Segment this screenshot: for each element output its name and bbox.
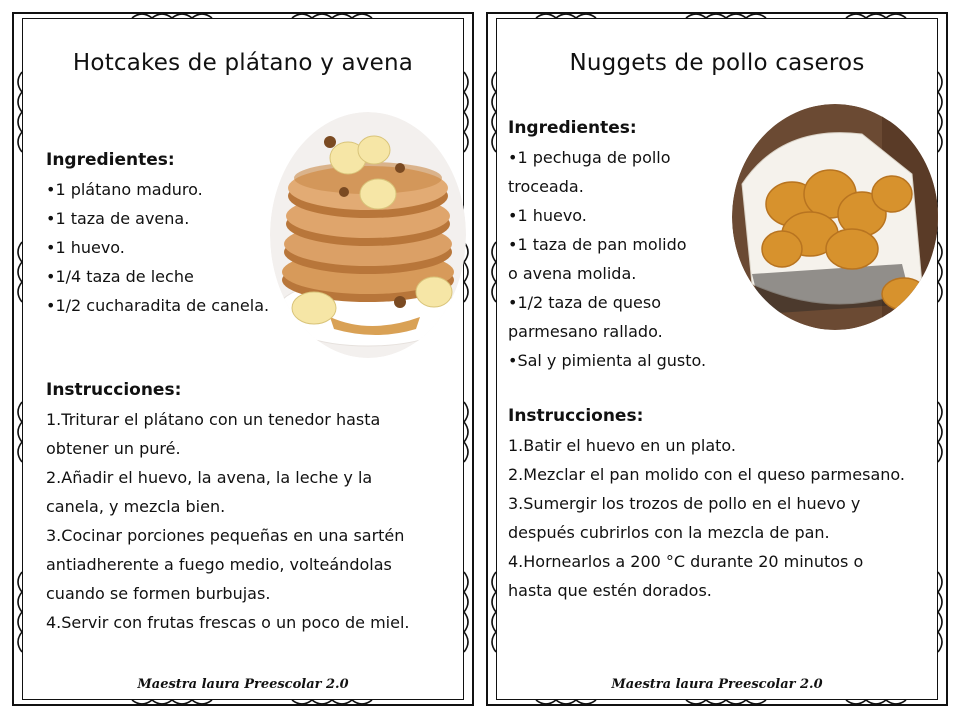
ingredient-item: •1 huevo. [46,238,125,257]
ingredient-item: o avena molida. [508,264,637,283]
instructions-heading: Instrucciones: [46,380,182,400]
instruction-line: 4.Servir con frutas frescas o un poco de miel. [46,613,410,632]
recipe-title: Nuggets de pollo caseros [569,50,865,76]
nuggets-image [732,104,938,330]
ingredient-item: •1 taza de pan molido [508,235,687,254]
ingredient-item: •1 plátano maduro. [46,180,203,199]
instruction-line: 1.Triturar el plátano con un tenedor hasta [46,410,381,429]
instruction-line: 1.Batir el huevo en un plato. [508,436,736,455]
instruction-line: después cubrirlos con la mezcla de pan. [508,523,830,542]
recipe-title: Hotcakes de plátano y avena [72,50,414,76]
instruction-line: 3.Sumergir los trozos de pollo en el huevo y [508,494,861,513]
instruction-line: obtener un puré. [46,439,181,458]
ingredients-heading: Ingredientes: [508,118,637,138]
instructions-heading: Instrucciones: [508,406,644,426]
ingredient-item: troceada. [508,177,584,196]
instruction-line: cuando se formen burbujas. [46,584,271,603]
ingredient-item: •1 huevo. [508,206,587,225]
ingredient-item: •1 pechuga de pollo [508,148,671,167]
ingredient-item: •1/4 taza de leche [46,267,194,286]
ingredients-section [508,114,706,375]
instruction-line: antiadherente a fuego medio, volteándolas [46,555,392,574]
ingredients-heading: Ingredientes: [46,150,175,170]
ingredients-section [46,146,269,320]
instructions-section [508,402,905,605]
author-footer: Maestra laura Preescolar 2.0 [611,677,823,692]
instruction-line: 4.Hornearlos a 200 °C durante 20 minutos o [508,552,864,571]
ingredient-item: •1 taza de avena. [46,209,190,228]
ingredient-item: •Sal y pimienta al gusto. [508,351,707,370]
instruction-line: hasta que estén dorados. [508,581,712,600]
pancakes-image [270,112,466,358]
instruction-line: canela, y mezcla bien. [46,497,226,516]
instructions-section [46,376,410,637]
recipe-card-hotcakes [12,12,474,706]
ingredient-item: •1/2 taza de queso [508,293,661,312]
instruction-line: 2.Mezclar el pan molido con el queso parmesano. [508,465,905,484]
instruction-line: 2.Añadir el huevo, la avena, la leche y la [46,468,373,487]
instruction-line: 3.Cocinar porciones pequeñas en una sartén [46,526,405,545]
recipe-card-nuggets [486,12,948,706]
author-footer: Maestra laura Preescolar 2.0 [137,677,349,692]
ingredient-item: parmesano rallado. [508,322,663,341]
ingredient-item: •1/2 cucharadita de canela. [46,296,270,315]
